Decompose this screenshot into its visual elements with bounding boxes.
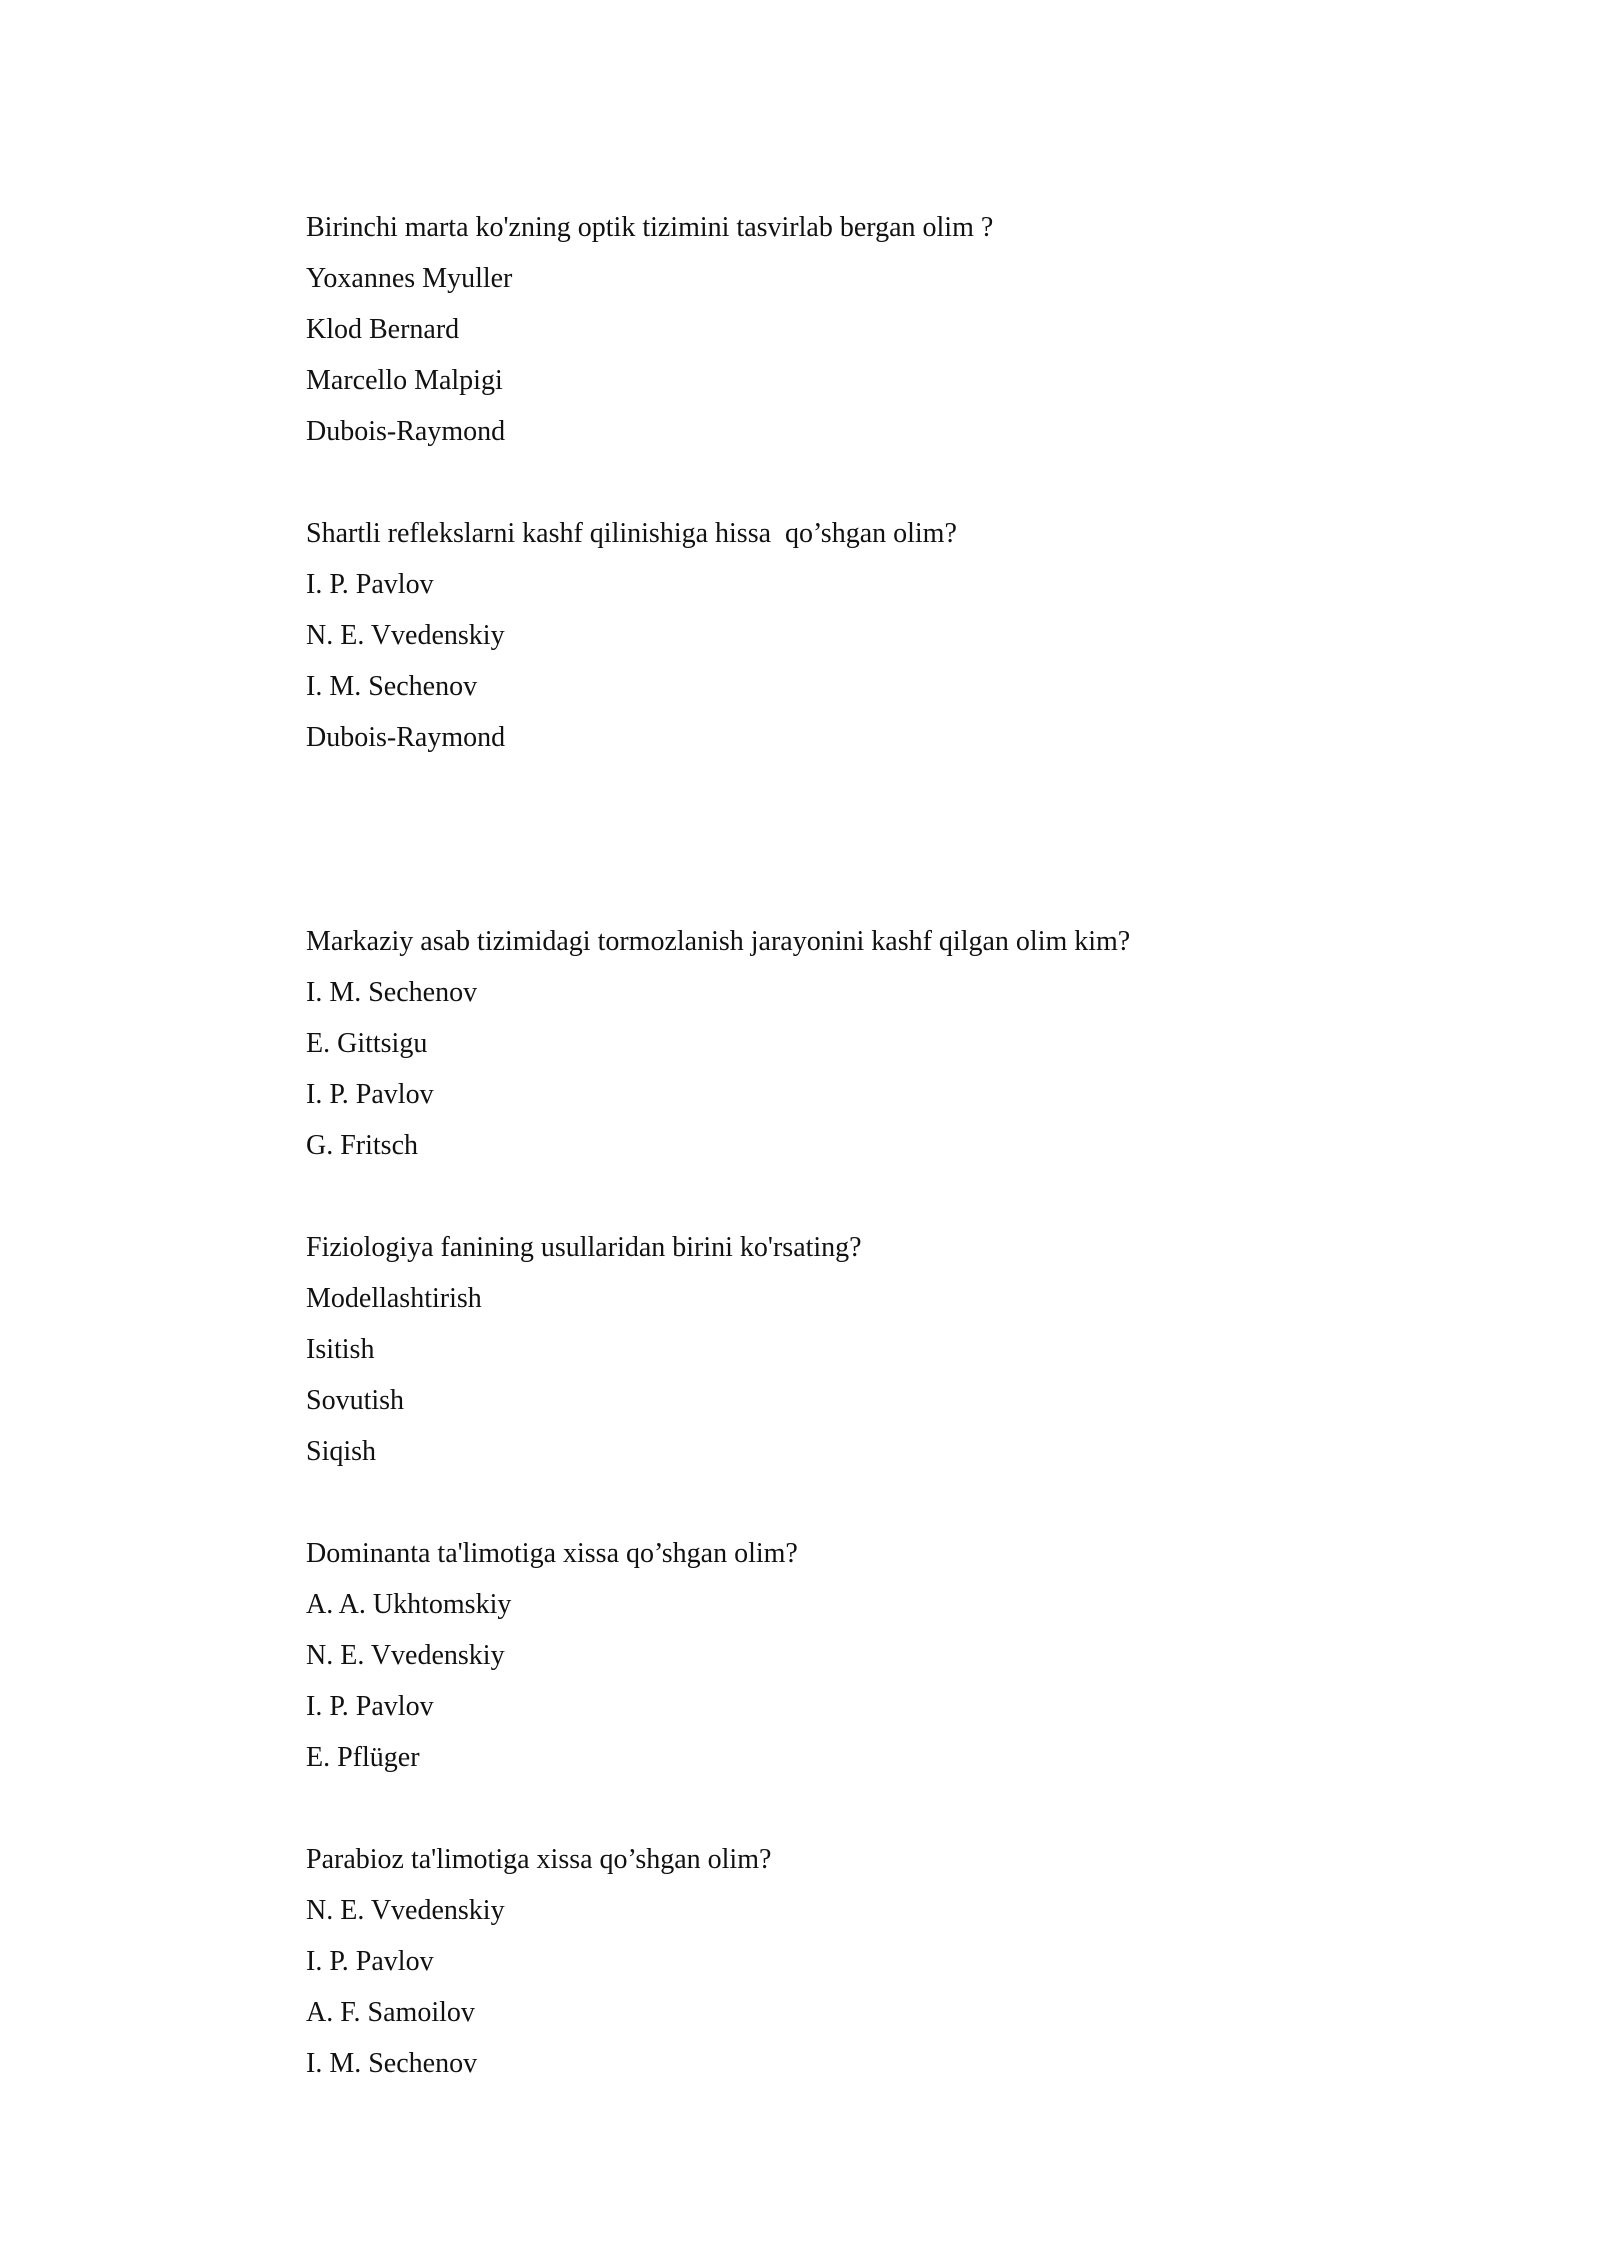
answer-option: I. P. Pavlov [306, 1946, 434, 1977]
answer-option: I. M. Sechenov [306, 671, 478, 702]
answer-option: I. P. Pavlov [306, 569, 434, 600]
answer-option: I. M. Sechenov [306, 977, 478, 1008]
answer-option: Yoxannes Myuller [306, 263, 513, 294]
question-text: Fiziologiya fanining usullaridan birini ko'rsating? [306, 1232, 862, 1263]
paragraph-spacer [306, 457, 1406, 508]
answer-option: Modellashtirish [306, 1283, 482, 1314]
answer-option: N. E. Vvedenskiy [306, 1895, 505, 1926]
answer-option: E. Pflüger [306, 1742, 420, 1773]
question-text: Shartli reflekslarni kashf qilinishiga hissa qo’shgan olim? [306, 518, 957, 549]
answer-option: Isitish [306, 1334, 375, 1365]
answer-option: Marcello Malpigi [306, 365, 503, 396]
question-text: Markaziy asab tizimidagi tormozlanish jarayonini kashf qilgan olim kim? [306, 926, 1131, 957]
question-text: Birinchi marta ko'zning optik tizimini tasvirlab bergan olim ? [306, 212, 994, 243]
answer-option: E. Gittsigu [306, 1028, 428, 1059]
paragraph-spacer [306, 1783, 1406, 1834]
answer-option: Dubois-Raymond [306, 722, 506, 753]
question-block-5 [306, 1528, 1406, 1783]
question-text: Dominanta ta'limotiga xissa qo’shgan olim? [306, 1538, 798, 1569]
question-block-3 [306, 916, 1406, 1171]
answer-option: G. Fritsch [306, 1130, 418, 1161]
answer-option: I. P. Pavlov [306, 1079, 434, 1110]
answer-option: Dubois-Raymond [306, 416, 506, 447]
paragraph-spacer [306, 1477, 1406, 1528]
answer-option: Sovutish [306, 1385, 405, 1416]
answer-option: Siqish [306, 1436, 377, 1467]
question-text: Parabioz ta'limotiga xissa qo’shgan olim? [306, 1844, 772, 1875]
answer-option: N. E. Vvedenskiy [306, 1640, 505, 1671]
answer-option: Klod Bernard [306, 314, 460, 345]
question-block-6 [306, 1834, 1406, 2089]
answer-option: A. A. Ukhtomskiy [306, 1589, 512, 1620]
answer-option: N. E. Vvedenskiy [306, 620, 505, 651]
answer-option: I. P. Pavlov [306, 1691, 434, 1722]
question-block-1 [306, 202, 1406, 457]
answer-option: I. M. Sechenov [306, 2048, 478, 2079]
question-block-2 [306, 508, 1406, 763]
question-block-4 [306, 1222, 1406, 1477]
paragraph-spacer [306, 1171, 1406, 1222]
document-content [306, 202, 1406, 2089]
answer-option: A. F. Samoilov [306, 1997, 475, 2028]
paragraph-spacer [306, 763, 1406, 916]
